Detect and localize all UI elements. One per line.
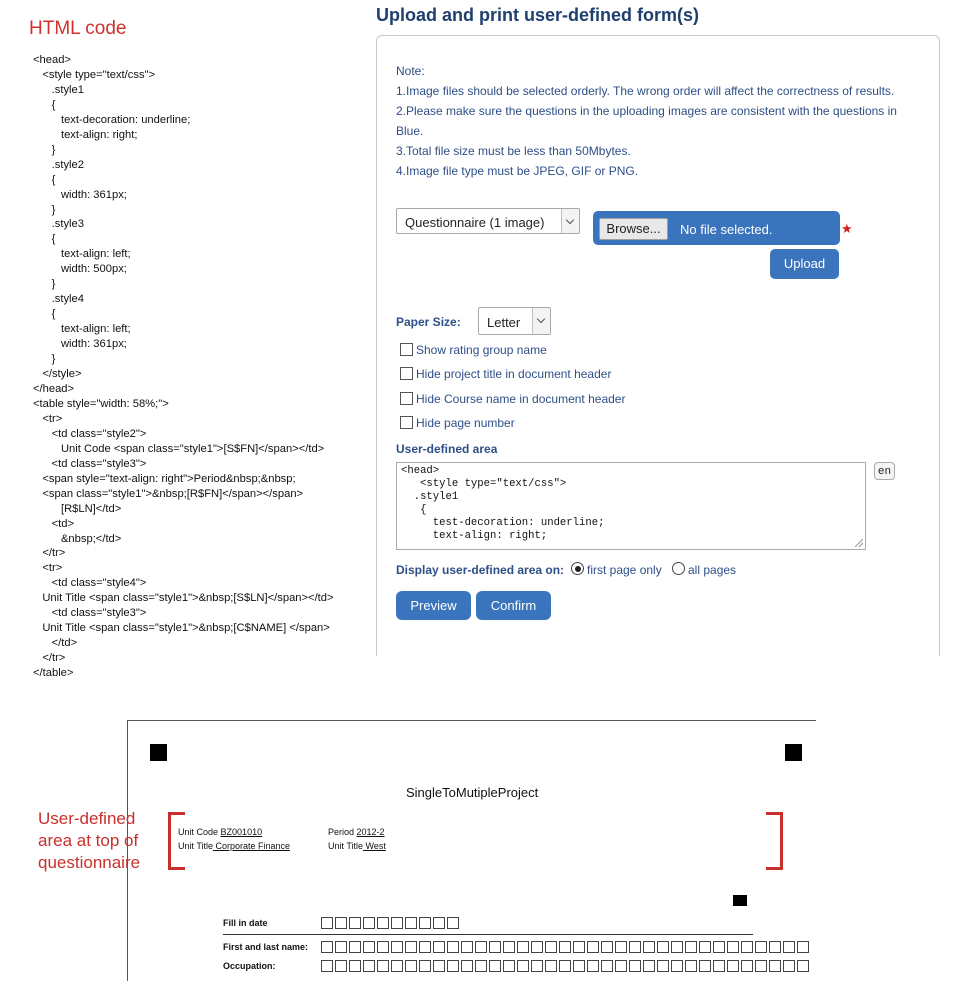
answer-box: [363, 917, 375, 929]
document-type-value: Questionnaire (1 image): [405, 215, 545, 230]
unit-title-label: Unit Title: [328, 841, 364, 851]
note-line: 4.Image file type must be JPEG, GIF or PNG.: [396, 164, 639, 178]
fill-in-date-boxes: [321, 917, 461, 929]
unit-title-value: West: [363, 841, 386, 851]
unit-code-line: [178, 827, 262, 837]
answer-box: [433, 941, 445, 953]
answer-box: [769, 960, 781, 972]
answer-box: [517, 960, 529, 972]
answer-box: [363, 960, 375, 972]
paper-size-value: Letter: [487, 315, 521, 330]
answer-box: [769, 941, 781, 953]
form-divider: [223, 934, 753, 935]
note-line: 2.Please make sure the questions in the uploading images are consistent with the questions in: [396, 104, 897, 118]
answer-box: [405, 941, 417, 953]
period-line: [328, 827, 385, 837]
unit-title-line: [328, 841, 386, 851]
answer-box: [713, 941, 725, 953]
answer-box: [797, 960, 809, 972]
language-toggle[interactable]: en: [874, 462, 895, 480]
answer-box: [517, 941, 529, 953]
period-label: Period: [328, 827, 355, 837]
user-defined-area-textarea[interactable]: [396, 462, 866, 550]
answer-box: [405, 960, 417, 972]
answer-box: [545, 960, 557, 972]
checkbox[interactable]: [400, 343, 413, 356]
answer-box: [419, 917, 431, 929]
answer-box: [321, 917, 333, 929]
radio-label-all-pages: all pages: [688, 563, 737, 577]
answer-box: [433, 960, 445, 972]
answer-box: [447, 917, 459, 929]
registration-mark-icon: [785, 744, 802, 761]
answer-box: [685, 941, 697, 953]
file-input[interactable]: [593, 211, 840, 245]
answer-box: [321, 941, 333, 953]
page-title: Upload and print user-defined form(s): [376, 5, 700, 25]
answer-box: [447, 960, 459, 972]
name-boxes: [321, 941, 811, 953]
answer-box: [755, 960, 767, 972]
answer-box: [587, 960, 599, 972]
answer-box: [335, 941, 347, 953]
answer-box: [601, 960, 613, 972]
radio-first-page-only[interactable]: [571, 562, 584, 575]
occupation-label: Occupation:: [223, 961, 276, 971]
chevron-down-icon: [561, 209, 579, 233]
user-defined-area-content: <head> <style type="text/css"> .style1 { test-decoration: underline; text-align: right;: [401, 465, 605, 542]
answer-box: [755, 941, 767, 953]
answer-box: [615, 960, 627, 972]
answer-box: [741, 960, 753, 972]
answer-box: [601, 941, 613, 953]
answer-box: [349, 941, 361, 953]
resize-grip-icon[interactable]: [855, 539, 863, 547]
period-value: 2012-2: [356, 827, 385, 837]
answer-box: [587, 941, 599, 953]
radio-all-pages[interactable]: [672, 562, 685, 575]
chevron-down-icon: [532, 308, 550, 334]
confirm-button[interactable]: Confirm: [476, 591, 551, 620]
answer-box: [503, 960, 515, 972]
answer-box: [741, 941, 753, 953]
answer-box: [573, 960, 585, 972]
answer-box: [545, 941, 557, 953]
unit-title-value: Corporate Finance: [213, 841, 291, 851]
answer-box: [475, 941, 487, 953]
answer-box: [363, 941, 375, 953]
answer-box: [391, 941, 403, 953]
note-line: 1.Image files should be selected orderly. The wrong order will affect the correctness of results.: [396, 84, 895, 98]
checkbox[interactable]: [400, 392, 413, 405]
answer-box: [335, 960, 347, 972]
answer-box: [461, 941, 473, 953]
file-status: No file selected.: [680, 222, 773, 237]
answer-box: [349, 917, 361, 929]
occupation-boxes: [321, 960, 811, 972]
answer-box: [461, 960, 473, 972]
answer-box: [797, 941, 809, 953]
answer-box: [335, 917, 347, 929]
answer-box: [657, 941, 669, 953]
answer-box: [377, 917, 389, 929]
unit-code-label: Unit Code: [178, 827, 219, 837]
radio-label-first-page-only: first page only: [587, 563, 662, 577]
checkbox-label: Show rating group name: [416, 343, 547, 357]
answer-box: [657, 960, 669, 972]
answer-box: [531, 960, 543, 972]
note-line: 3.Total file size must be less than 50Mbytes.: [396, 144, 631, 158]
answer-box: [699, 941, 711, 953]
preview-button[interactable]: Preview: [396, 591, 471, 620]
answer-box: [475, 960, 487, 972]
answer-box: [489, 941, 501, 953]
checkbox[interactable]: [400, 416, 413, 429]
answer-box: [783, 941, 795, 953]
upload-button[interactable]: Upload: [770, 249, 839, 279]
required-star-icon: ★: [841, 221, 853, 236]
user-defined-area-label: User-defined area: [396, 442, 498, 456]
answer-box: [531, 941, 543, 953]
answer-box: [489, 960, 501, 972]
answer-box: [615, 941, 627, 953]
answer-box: [643, 960, 655, 972]
name-label: First and last name:: [223, 942, 309, 952]
answer-box: [391, 960, 403, 972]
answer-box: [685, 960, 697, 972]
note-heading: Note:: [396, 64, 425, 78]
browse-button[interactable]: Browse...: [599, 218, 668, 240]
answer-box: [727, 941, 739, 953]
display-area-label: Display user-defined area on:: [396, 563, 565, 577]
answer-box: [377, 941, 389, 953]
checkbox-label: Hide project title in document header: [416, 367, 612, 381]
answer-box: [559, 960, 571, 972]
answer-box: [671, 960, 683, 972]
answer-box: [419, 960, 431, 972]
answer-box: [783, 960, 795, 972]
answer-box: [629, 960, 641, 972]
registration-mark-icon: [150, 744, 167, 761]
answer-box: [713, 960, 725, 972]
registration-mark-icon: [733, 895, 747, 906]
form-project-title: SingleToMutipleProject: [406, 785, 539, 800]
unit-title-label: Unit Title: [178, 841, 214, 851]
answer-box: [643, 941, 655, 953]
answer-box: [573, 941, 585, 953]
answer-box: [405, 917, 417, 929]
user-area-annotation: User-defined area at top of questionnaire: [38, 809, 141, 872]
paper-size-label: Paper Size:: [396, 315, 461, 329]
unit-code-value: BZ001010: [220, 827, 263, 837]
answer-box: [671, 941, 683, 953]
code-heading: HTML code: [29, 18, 127, 39]
checkbox-label: Hide Course name in document header: [416, 392, 626, 406]
checkbox-label: Hide page number: [416, 416, 515, 430]
answer-box: [419, 941, 431, 953]
answer-box: [727, 960, 739, 972]
bracket-right-icon: [766, 812, 783, 870]
code-listing: <head> <style type="text/css"> .style1 { text-decoration: underline; text-align: right; } .style2 { width: 361px; } .style3 { text-align: left; width: 500px; } .style4 { text-align: left; width: 361px; } </style> </head> <table style="width: 58%;"> <tr> <td class="style2"> Unit Code <span class="style1">[S$FN]</span></td> <td class="style3"> <span style="text-align: right">Period&nbsp;&nbsp; <span class="style1">&nbsp;[R$FN]</span></span> [R$LN]</td> <td> &nbsp;</td> </tr> <tr> <td class="style4"> Unit Title <span class="style1">&nbsp;[S$LN]</span></td> <td class="style3"> Unit Title <span class="style1">&nbsp;[C$NAME] </span> </td> </tr> </table>: [33, 54, 334, 680]
document-type-select[interactable]: [396, 208, 580, 234]
answer-box: [391, 917, 403, 929]
checkbox[interactable]: [400, 367, 413, 380]
unit-title-line: [178, 841, 290, 851]
answer-box: [447, 941, 459, 953]
answer-box: [699, 960, 711, 972]
answer-box: [349, 960, 361, 972]
answer-box: [377, 960, 389, 972]
paper-size-select[interactable]: [478, 307, 551, 335]
answer-box: [559, 941, 571, 953]
note-line: Blue.: [396, 124, 424, 138]
answer-box: [321, 960, 333, 972]
answer-box: [629, 941, 641, 953]
answer-box: [503, 941, 515, 953]
fill-in-date-label: Fill in date: [223, 918, 268, 928]
answer-box: [433, 917, 445, 929]
